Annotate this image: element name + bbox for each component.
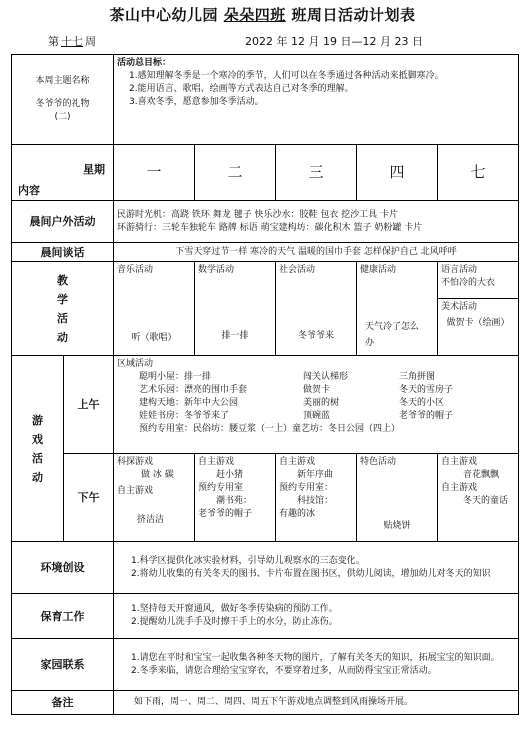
environment-label: 环境创设	[12, 542, 114, 594]
week-number: 第 十七 周	[48, 35, 96, 48]
afternoon-monday: 科探游戏 做 冰 碳 自主游戏 挤洁洁	[114, 454, 195, 542]
day-monday: 一	[114, 145, 195, 201]
theme-cell: 本周主题名称 冬爷爷的礼物 (二)	[12, 55, 114, 145]
morning-outdoor-label: 晨间户外活动	[12, 201, 114, 243]
header-corner: 星期 内容	[12, 145, 114, 201]
area-row: 聪明小屋：排一排 闯关认梯形 三角拼图	[139, 372, 436, 382]
care-content: 1.坚持每天开窗通风，做好冬季传染病的预防工作。 2.提醒幼儿洗手手及时擦干手上的水分，防止冻伤。	[114, 594, 519, 639]
morning-talk-label: 晨间谈话	[12, 243, 114, 262]
home-content: 1.请您在平时和宝宝一起收集各种冬天物的图片，了解有关冬天的知识，拓展宝宝的知识面。 2.冬季来临，请您合理给宝宝穿衣，不要穿着过多，从而防得宝宝正常活动。	[114, 639, 519, 691]
afternoon-friday: 自主游戏 音花飘飘 自主游戏 冬天的童话	[438, 454, 519, 542]
morning-talk-content: 下雪天穿过节一样 寒冷的天气 温暖的国巾手套 怎样保护自己 北风呼呼	[114, 243, 519, 262]
games-morning-label: 上午	[64, 356, 114, 454]
area-row: 建构天地：新年中大公园 美丽的树 冬天的小区	[139, 398, 445, 408]
class-name: 朵朵四班	[223, 6, 286, 24]
teaching-label: 教学活动	[12, 262, 114, 356]
afternoon-wednesday: 自主游戏 新年序曲 预约专用室： 科技馆： 有趣的冰	[276, 454, 357, 542]
plan-table	[11, 54, 519, 715]
plan-subject: 班周日活动计划表	[291, 6, 416, 24]
date-range: 2022 年 12 月 19 日—12 月 23 日	[245, 35, 423, 48]
area-row: 娃娃书房：冬爷爷来了 顶碗蓝 老爷爷的帽子	[139, 411, 454, 421]
day-friday: 七	[438, 145, 519, 201]
care-label: 保育工作	[12, 594, 114, 639]
afternoon-thursday: 特色活动 贴烧饼	[357, 454, 438, 542]
games-morning-content: 区域活动 聪明小屋：排一排 闯关认梯形 三角拼图 艺术乐园：漂亮的围巾手套 做贺卡 冬天的雪房子 建构天地：新年中大公园 美丽的树 冬天的小区 娃娃书房：冬爷爷来了 顶碗蓝 老爷爷的帽子 预约专用室：民俗坊：腰豆浆（一上）童艺坊：冬日公园（四上）	[114, 356, 519, 454]
remark-label: 备注	[12, 691, 114, 715]
games-label: 游戏活动	[12, 356, 64, 542]
page-title	[0, 4, 525, 25]
teaching-monday: 音乐活动 听（歌唱）	[114, 262, 195, 356]
teaching-friday: 语言活动 不怕冷的大衣 美术活动 做贺卡（绘画）	[438, 262, 519, 356]
day-thursday: 四	[357, 145, 438, 201]
teaching-wednesday: 社会活动 冬爷爷来	[276, 262, 357, 356]
morning-outdoor-content: 民游时光机：高跷 铁环 舞龙 毽子 快乐沙水：胶鞋 包衣 挖沙工具 卡片 环游骑行：三轮车独轮车 路牌 标语 萌宝建构坊：碳化积木 篮子 奶粉罐 卡片	[114, 201, 519, 243]
afternoon-tuesday: 自主游戏 赶小猪 预约专用室 潮书苑： 老爷爷的帽子	[195, 454, 276, 542]
teaching-tuesday: 数学活动 排一排	[195, 262, 276, 356]
environment-content: 1.科学区提供化冰实验材料，引导幼儿观察水的三态变化。 2.将幼儿收集的有关冬天的图书、卡片布置在图书区，供幼儿阅读，增加幼儿对冬天的知识	[114, 542, 519, 594]
area-row: 艺术乐园：漂亮的围巾手套 做贺卡 冬天的雪房子	[139, 385, 454, 395]
games-afternoon-label: 下午	[64, 454, 114, 542]
day-wednesday: 三	[276, 145, 357, 201]
day-tuesday: 二	[195, 145, 276, 201]
remark-content: 如下雨，周一、周二、周四、周五下午游戏地点调整到风雨操场开展。	[114, 691, 519, 715]
teaching-thursday: 健康活动 天气冷了怎么办	[357, 262, 438, 356]
goals-cell: 活动总目标： 1.感知理解冬季是一个寒冷的季节，人们可以在冬季通过各种活动来抵御寒冷。 2.能用语言、歌唱、绘画等方式表达自己对冬季的理解。 3.喜欢冬季，愿意参加冬季活动。	[114, 55, 519, 145]
home-label: 家园联系	[12, 639, 114, 691]
school-name: 茶山中心幼儿园	[109, 6, 218, 24]
